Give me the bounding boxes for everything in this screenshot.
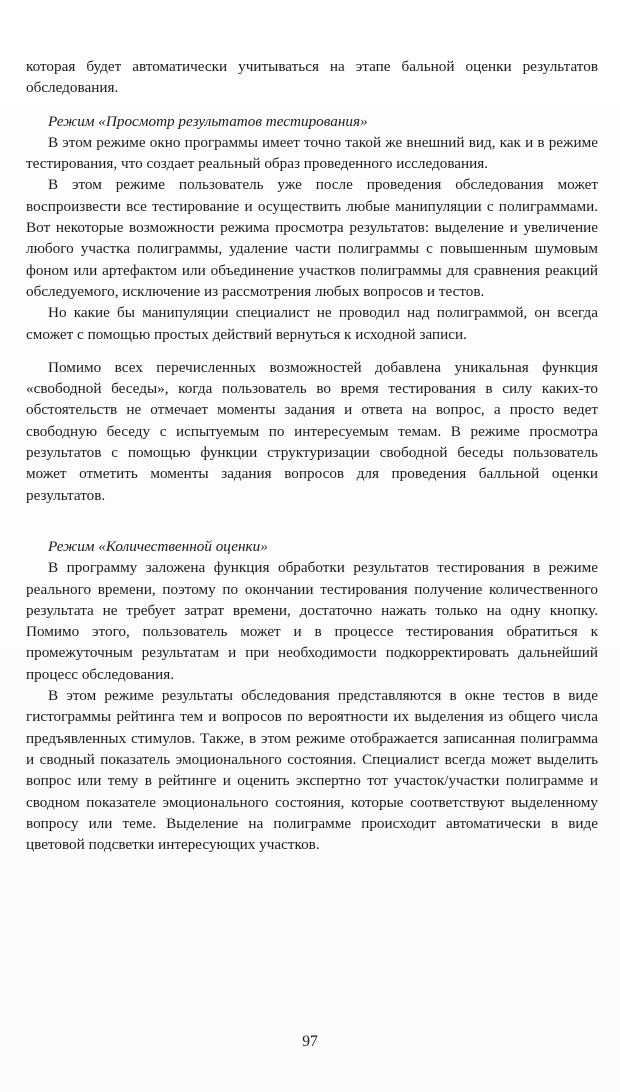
section-heading-results-view: Режим «Просмотр результатов тестирования»	[48, 112, 368, 130]
paragraph: В этом режиме окно программы имеет точно такой же внешний вид, как и в режиме тестирования, что создает реальный образ проведенного исследования.	[26, 133, 598, 173]
paragraph: Но какие бы манипуляции специалист не проводил над полиграммой, он всегда сможет с помощью простых действий вернуться к исходной записи.	[26, 304, 598, 343]
paragraph: Помимо всех перечисленных возможностей добавлена уникальная функция «свободной беседы», когда пользователь во время тестирования в силу каких-то обстоятельств не отмечает моменты задания и ответа на вопрос, а просто ведет свободную беседу с испытуемым по интересуемым темам. В режиме просмотра результатов с помощью функции структуризации свободной беседы пользователь может отметить моменты задания вопросов для проведения балльной оценки результатов.	[26, 358, 598, 504]
paragraph-continuation: которая будет автоматически учитываться на этапе бальной оценки результатов обследования.	[26, 58, 598, 97]
paragraph: В этом режиме пользователь уже после проведения обследования может воспроизвести все тестирование и осуществить любые манипуляции с полиграммами. Вот некоторые возможности режима просмотра результатов: выделение и увеличение любого участка полиграммы, удаление части полиграммы с повышенным шумовым фоном или артефактом или объединение участков полиграммы для сравнения реакций обследуемого, исключение из рассмотрения любых вопросов и тестов.	[26, 176, 598, 300]
paragraph: В программу заложена функция обработки результатов тестирования в режиме реального времени, поэтому по окончании тестирования получение количественного результата не требует затрат времени, достаточно нажать только на одну кнопку. Помимо этого, пользователь может и в процессе тестирования обратиться к промежуточным результатам и при необходимости подкорректировать дальнейший процесс обследования.	[26, 559, 598, 683]
section-heading-quantitative: Режим «Количественной оценки»	[48, 537, 268, 555]
page-number: 97	[302, 1033, 318, 1050]
paragraph: В этом режиме результаты обследования представляются в окне тестов в виде гистограммы рейтинга тем и вопросов по вероятности их выделения из общего числа предъявленных стимулов. Также, в этом режиме отображается записанная полиграмма и сводный показатель эмоционального состояния. Специалист всегда может выделить вопрос или тему в рейтинге и оценить экспертно тот участок/участки полиграмме и сводном показателе эмоционального состояния, которые соответствуют выделенному вопросу или теме. Выделение на полиграмме происходит автоматически в виде цветовой подсветки интересующих участков.	[26, 687, 598, 854]
